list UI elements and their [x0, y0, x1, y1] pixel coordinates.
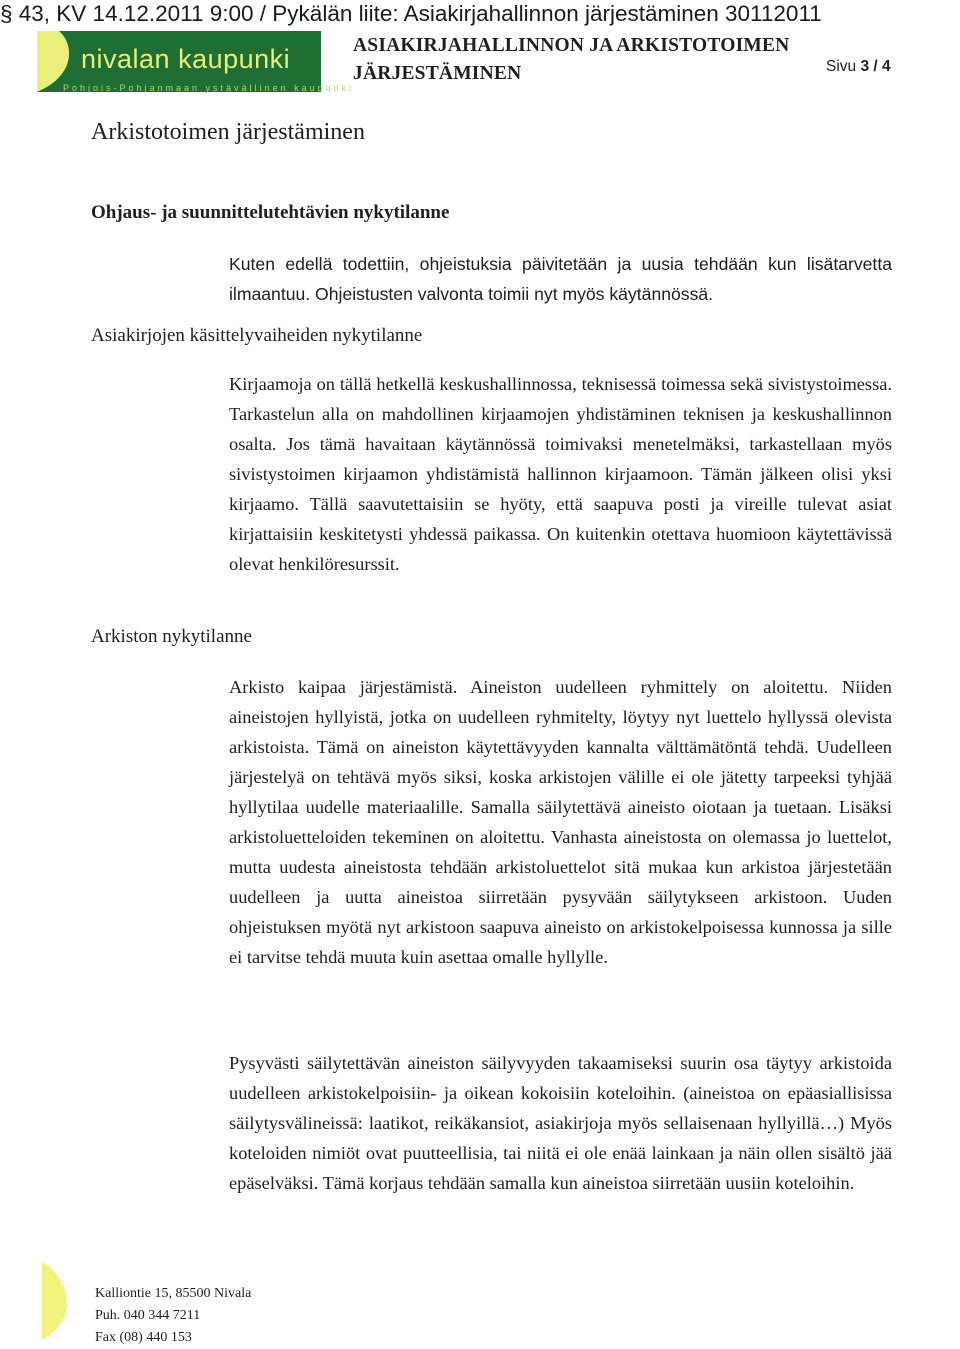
footer-fax: Fax (08) 440 153	[95, 1330, 192, 1345]
logo-subtext: Pohjois-Pohjanmaan ystävällinen kaupunki	[63, 83, 355, 93]
paragraph-arkisto-1: Arkisto kaipaa järjestämistä. Aineiston uudelleen ryhmittely on aloitettu. Niiden aineistojen hyllyistä, jotka on uudelleen ryhmitelty, löytyy nyt luettelo hyllyssä olevista arkistoista. Tämä on aineiston käytettävyyden kannalta välttämätöntä tehdä. Uudelleen järjestelyä on tehtävä myös siksi, koska arkistojen välille ei ole jätetty tarpeeksi tyhjää hyllytilaa uudelle materiaalille. Samalla säilytettävä aineisto oiotaan ja tuetaan. Lisäksi arkistoluetteloiden tekeminen on aloitettu. Vanhasta aineistosta on olemassa jo luettelot, mutta uudesta aineistosta tehdään arkistoluettelot sitä mukaa kun arkistoa järjestetään uudelleen ja uutta aineistoa siirretään pysyvään säilytykseen arkistoon. Uuden ohjeistuksen myötä nyt arkistoon saapuva aineisto on arkistokelpoisessa kunnossa ja sille ei tarvitse tehdä muuta kuin asettaa omalle hyllylle.	[229, 677, 892, 967]
document-title-line-2: JÄRJESTÄMINEN	[353, 63, 522, 84]
page-value: 3 / 4	[860, 58, 891, 75]
city-logo	[37, 31, 355, 93]
document-title-line-1: ASIAKIRJAHALLINNON JA ARKISTOTOIMEN	[353, 35, 790, 56]
heading-ohjaus: Ohjaus- ja suunnittelutehtävien nykytilanne	[91, 202, 450, 223]
footer-address: Kalliontie 15, 85500 Nivala	[95, 1286, 252, 1301]
heading-kasittelyvaiheet: Asiakirjojen käsittelyvaiheiden nykytilanne	[91, 325, 423, 346]
section-title: Arkistotoimen järjestäminen	[91, 119, 365, 145]
paragraph-ohjaus: Kuten edellä todettiin, ohjeistuksia päivitetään ja uusia tehdään kun lisätarvetta ilmaantuu. Ohjeistusten valvonta toimii nyt myös käytännössä.	[229, 254, 892, 304]
heading-arkisto: Arkiston nykytilanne	[91, 626, 252, 647]
page-label: Sivu	[826, 58, 857, 75]
footer-leaf-icon	[40, 1262, 70, 1340]
logo-text: nivalan kaupunki	[81, 44, 291, 74]
page-number	[826, 58, 891, 76]
document-title	[353, 32, 789, 88]
paragraph-kasittelyvaiheet: Kirjaamoja on tällä hetkellä keskushallinnossa, teknisessä toimessa sekä sivistystoimessa. Tarkastelun alla on mahdollinen kirjaamojen yhdistäminen teknisen ja keskushallinnon osalta. Jos tämä havaitaan käytännössä toimivaksi menetelmäksi, tarkastellaan myös sivistystoimen kirjaamon yhdistämistä hallinnon kirjaamoon. Tämän jälkeen olisi yksi kirjaamo. Tällä saavutettaisiin se hyöty, että saapuva posti ja vireille tulevat asiat kirjattaisiin keskitetysti yhdessä paikassa. On kuitenkin otettava huomioon käytettävissä olevat henkilöresurssit.	[229, 374, 892, 574]
document-reference-line: § 43, KV 14.12.2011 9:00 / Pykälän liite: Asiakirjahallinnon järjestäminen 30112011	[0, 1, 822, 26]
footer-contact	[95, 1283, 251, 1349]
paragraph-arkisto-2: Pysyvästi säilytettävän aineiston säilyvyyden takaamiseksi suurin osa täytyy arkistoida uudelleen arkistokelpoisiin- ja oikean kokoisiin koteloihin. (aineistoa on epäasiallisissa säilytysvälineissä: laatikot, reikäkansiot, asiakirjoja myös sellaisenaan hyllyillä…) Myös koteloiden nimiöt ovat puutteellisia, tai niitä ei ole enää lainkaan ja näin ollen sisältö jää epäselväksi. Tämä korjaus tehdään samalla kun aineistoa siirretään uusiin koteloihin.	[229, 1053, 892, 1193]
footer-phone: Puh. 040 344 7211	[95, 1308, 201, 1323]
